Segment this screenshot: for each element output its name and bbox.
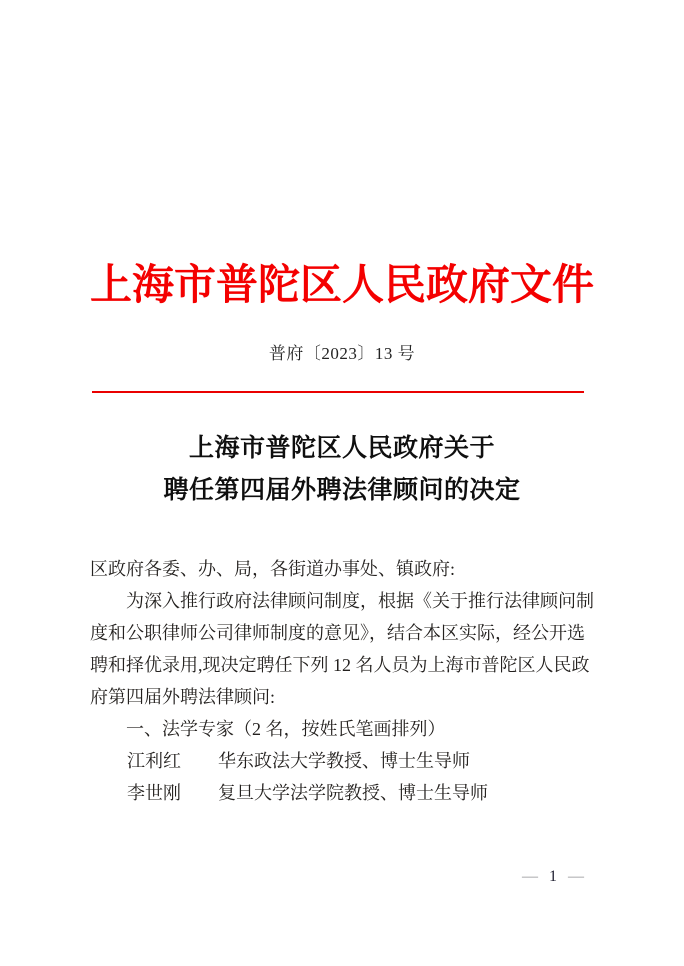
paragraph-line: 度和公职律师公司律师制度的意见》，结合本区实际，经公开选 — [90, 623, 585, 643]
page-number-right-dash: — — [568, 868, 584, 885]
document-title — [0, 428, 684, 512]
document-title-line-2: 聘任第四届外聘法律顾问的决定 — [163, 477, 521, 504]
page-number-left-dash: — — [522, 868, 538, 885]
expert-name: 李世刚 — [127, 783, 181, 803]
section-heading-legal-experts: 一、法学专家（2 名，按姓氏笔画排列） — [126, 719, 446, 739]
page-number-value: 1 — [549, 868, 557, 885]
paragraph-line: 聘和择优录用,现决定聘任下列 12 名人员为上海市普陀区人民政 — [90, 655, 590, 675]
page-number — [522, 866, 584, 888]
paragraph-line: 为深入推行政府法律顾问制度，根据《关于推行法律顾问制 — [126, 591, 594, 611]
paragraph-line: 府第四届外聘法律顾问: — [90, 687, 275, 707]
salutation-line: 区政府各委、办、局，各街道办事处、镇政府: — [90, 559, 455, 579]
letterhead-org-title: 上海市普陀区人民政府文件 — [89, 263, 594, 309]
expert-title: 华东政法大学教授、博士生导师 — [218, 751, 470, 771]
document-title-line-1: 上海市普陀区人民政府关于 — [188, 435, 495, 462]
expert-list-item — [90, 745, 596, 777]
expert-list-item — [90, 777, 596, 809]
expert-title: 复旦大学法学院教授、博士生导师 — [218, 783, 488, 803]
letterhead-red-rule — [92, 391, 584, 393]
document-number: 普府〔2023〕13 号 — [268, 344, 416, 363]
expert-name: 江利红 — [127, 751, 181, 771]
document-body — [90, 553, 596, 809]
